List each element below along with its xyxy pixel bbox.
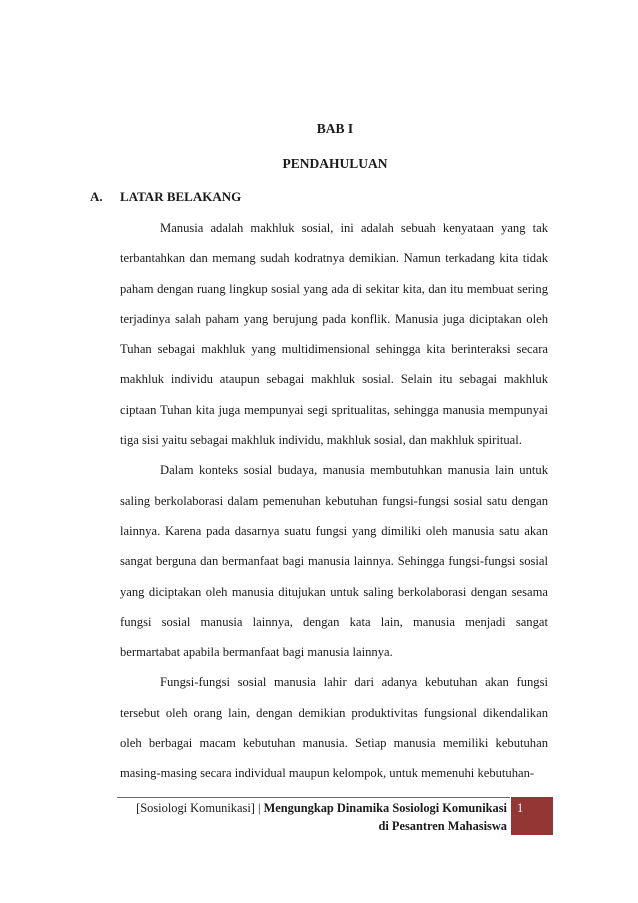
footer-separator: |	[254, 801, 264, 815]
chapter-number: BAB I	[316, 121, 354, 136]
chapter-title: PENDAHULUAN	[282, 156, 388, 171]
footer-divider	[117, 797, 510, 798]
paragraph-3: Fungsi-fungsi sosial manusia lahir dari adanya kebutuhan akan fungsi tersebut oleh orang lain, dengan demikian produktivitas fungsional dikendalikan oleh berbagai macam kebutuhan manusia. Setiap manusia memiliki kebutuhan masing-masing secara individual maupun kelompok, untuk memenuhi kebutuhan-	[120, 675, 548, 781]
paragraph-1: Manusia adalah makhluk sosial, ini adalah sebuah kenyataan yang tak terbantahkan dan memang sudah kodratnya demikian. Namun terkadang kita tidak paham dengan ruang lingkup sosial yang ada di sekitar kita, dan itu membuat sering terjadinya salah paham yang berujung pada konflik. Manusia juga diciptakan oleh Tuhan sebagai makhluk yang multidimensional sehingga kita berinteraksi secara makhluk individu ataupun sebagai makhluk sosial. Selain itu sebagai makhluk ciptaan Tuhan kita juga mempunyai segi spritualitas, sehingga manusia mempunyai tiga sisi yaitu sebagai makhluk individu, makhluk sosial, dan makhluk spiritual.	[120, 221, 548, 448]
footer-line-1	[110, 799, 507, 817]
page-number-badge: 1	[511, 797, 553, 835]
footer-book-title-line1: Mengungkap Dinamika Sosiologi Komunikasi	[263, 801, 507, 815]
footer-book-title-line2: di Pesantren Mahasiswa	[378, 819, 507, 833]
footer-series: [Sosiologi Komunikasi]	[136, 801, 255, 815]
page-footer	[110, 799, 507, 835]
section-heading	[90, 189, 241, 205]
section-title: LATAR BELAKANG	[120, 189, 242, 204]
section-number: A.	[90, 189, 103, 204]
paragraph-2: Dalam konteks sosial budaya, manusia membutuhkan manusia lain untuk saling berkolaborasi dalam pemenuhan kebutuhan fungsi-fungsi sosial satu dengan lainnya. Karena pada dasarnya suatu fungsi yang dimiliki oleh manusia satu akan sangat berguna dan bermanfaat bagi manusia lainnya. Sehingga fungsi-fungsi sosial yang diciptakan oleh manusia ditujukan untuk saling berkolaborasi dengan sesama fungsi sosial manusia lainnya, dengan kata lain, manusia menjadi sangat bermartabat apabila bermanfaat bagi manusia lainnya.	[120, 463, 548, 660]
body-text	[120, 213, 548, 789]
